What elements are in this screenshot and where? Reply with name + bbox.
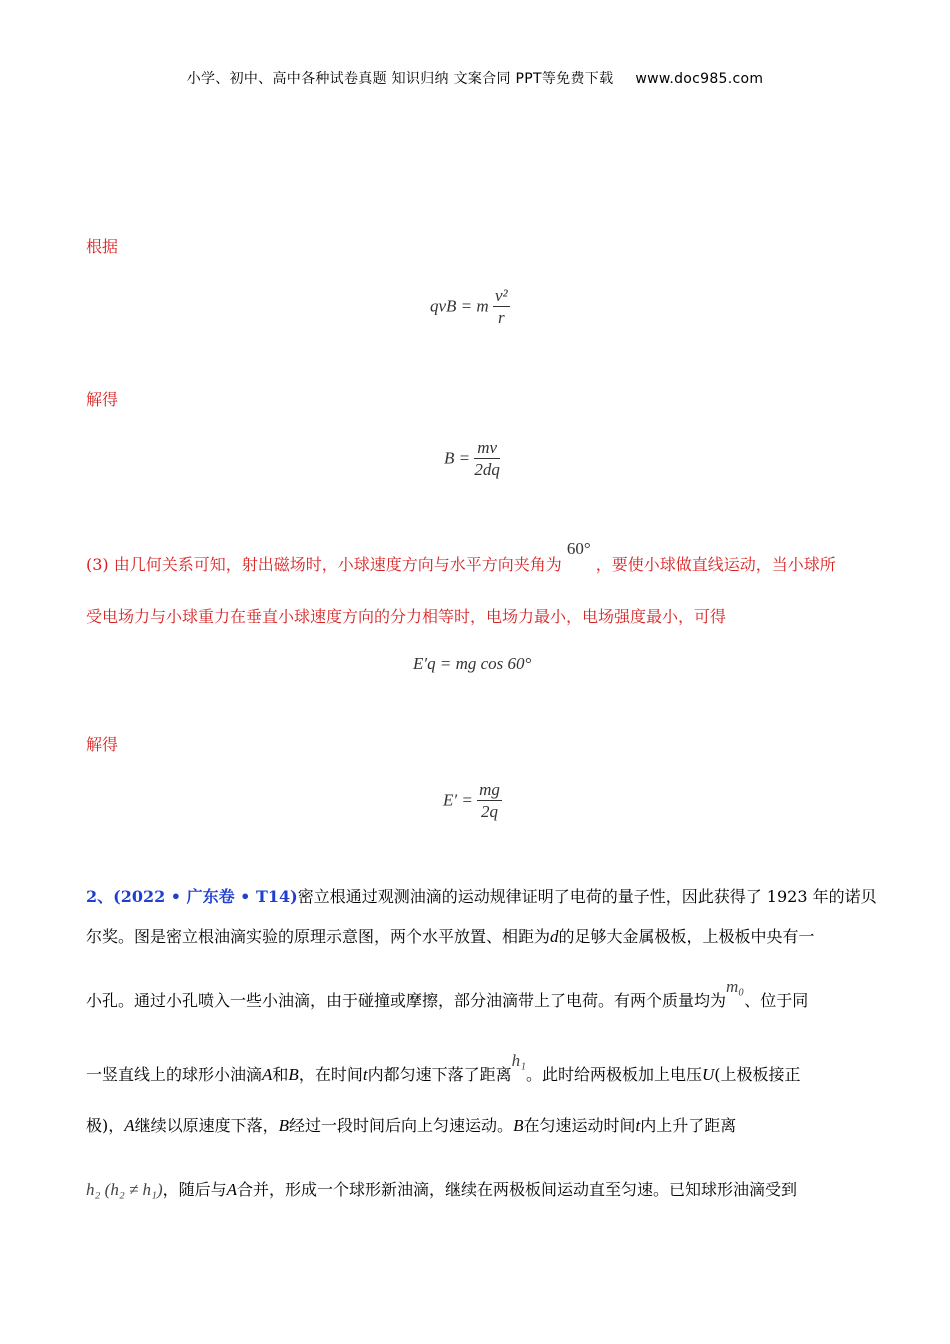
var-B: B [288, 1065, 299, 1084]
problem2-line6b: 合并，形成一个球形新油滴，继续在两极板间运动直至匀速。已知球形油滴受到 [237, 1180, 798, 1199]
var-h2-expression: h₂ (h₂ ≠ h₁) [86, 1180, 163, 1199]
formula-b-fraction [474, 438, 500, 481]
label-jiede-1: 解得 [86, 390, 119, 409]
formula-b-numerator: mv [474, 438, 500, 459]
problem2-line5a: 极)， [86, 1116, 125, 1135]
header-text: 小学、初中、高中各种试卷真题 知识归纳 文案合同 PPT等免费下载 [186, 71, 614, 87]
part3-angle: 60° [566, 539, 591, 558]
part3-line1 [86, 539, 836, 575]
formula-b-denominator: 2dq [474, 460, 500, 479]
problem2-line4 [86, 1051, 801, 1085]
problem2-line6 [86, 1177, 797, 1200]
var-t: t [362, 1065, 368, 1084]
problem2-line2b: 的足够大金属极板，上极板中央有一 [558, 927, 815, 946]
formula-lorentz-fraction [493, 286, 510, 329]
problem2-line3b: 、位于同 [744, 991, 809, 1010]
formula-e-field [443, 780, 502, 823]
var-t-2: t [635, 1116, 641, 1135]
var-h1: h₁ [511, 1051, 526, 1070]
problem2-line5 [86, 1113, 736, 1136]
var-A-2: A [124, 1116, 135, 1135]
problem2-line3a: 小孔。通过小孔喷入一些小油滴，由于碰撞或摩擦，部分油滴带上了电荷。有两个质量均为 [86, 991, 727, 1010]
problem2-line1 [86, 884, 877, 907]
problem2-line5d: 在匀速运动时间 [523, 1116, 636, 1135]
part3-line1b: ，要使小球做直线运动，当小球所 [595, 555, 836, 574]
problem2-line2a: 尔奖。图是密立根油滴实验的原理示意图，两个水平放置、相距为 [86, 927, 551, 946]
var-U: U [702, 1065, 715, 1084]
problem2-line6a: ，随后与 [162, 1180, 227, 1199]
formula-lorentz [430, 286, 510, 329]
formula-e-denominator: 2q [480, 802, 498, 821]
problem2-line4d: 内都匀速下落了距离 [367, 1065, 512, 1084]
var-d: d [550, 927, 559, 946]
problem2-line4b: 和 [272, 1065, 289, 1084]
header-site-link[interactable]: www.doc985.com [635, 71, 764, 87]
page-header [0, 68, 950, 88]
problem2-line1-text: 密立根通过观测油滴的运动规律证明了电荷的量子性，因此获得了 1923 年的诺贝 [297, 887, 877, 906]
var-A-3: A [226, 1180, 238, 1199]
var-B-3: B [513, 1116, 524, 1135]
formula-e-left: E′ = [443, 790, 473, 810]
formula-field-force: E′q = mg cos 60° [413, 654, 532, 673]
formula-lorentz-numerator: v² [494, 286, 508, 305]
var-m0: m₀ [726, 977, 745, 996]
formula-e-numerator: mg [479, 780, 500, 799]
problem2-line4e: 。此时给两极板加上电压 [526, 1065, 703, 1084]
problem2-line5e: 内上升了距离 [640, 1116, 737, 1135]
formula-lorentz-left: qvB = m [430, 296, 489, 316]
part3-line2: 受电场力与小球重力在垂直小球速度方向的分力相等时，电场力最小，电场强度最小，可得 [86, 607, 727, 626]
formula-lorentz-denominator: r [497, 308, 505, 327]
formula-e-fraction [477, 780, 502, 823]
problem2-line2 [86, 924, 815, 947]
problem2-line5b: 继续以原速度下落， [134, 1116, 279, 1135]
part3-line1a: (3) 由几何关系可知，射出磁场时，小球速度方向与水平方向夹角为 [86, 555, 562, 574]
label-jiede-2: 解得 [86, 735, 119, 754]
problem2-label: 2、(2022 • 广东卷 • T14) [86, 887, 298, 906]
problem2-line4a: 一竖直线上的球形小油滴 [86, 1065, 263, 1084]
problem2-line4f: (上极板接正 [714, 1065, 801, 1084]
var-A: A [262, 1065, 273, 1084]
problem2-line5c: 经过一段时间后向上匀速运动。 [289, 1116, 514, 1135]
problem2-line3 [86, 977, 809, 1011]
var-B-2: B [278, 1116, 290, 1135]
problem2-line4c: ，在时间 [298, 1065, 363, 1084]
label-genju: 根据 [86, 237, 119, 256]
formula-b-left: B = [444, 448, 471, 468]
formula-b-field [444, 438, 500, 481]
